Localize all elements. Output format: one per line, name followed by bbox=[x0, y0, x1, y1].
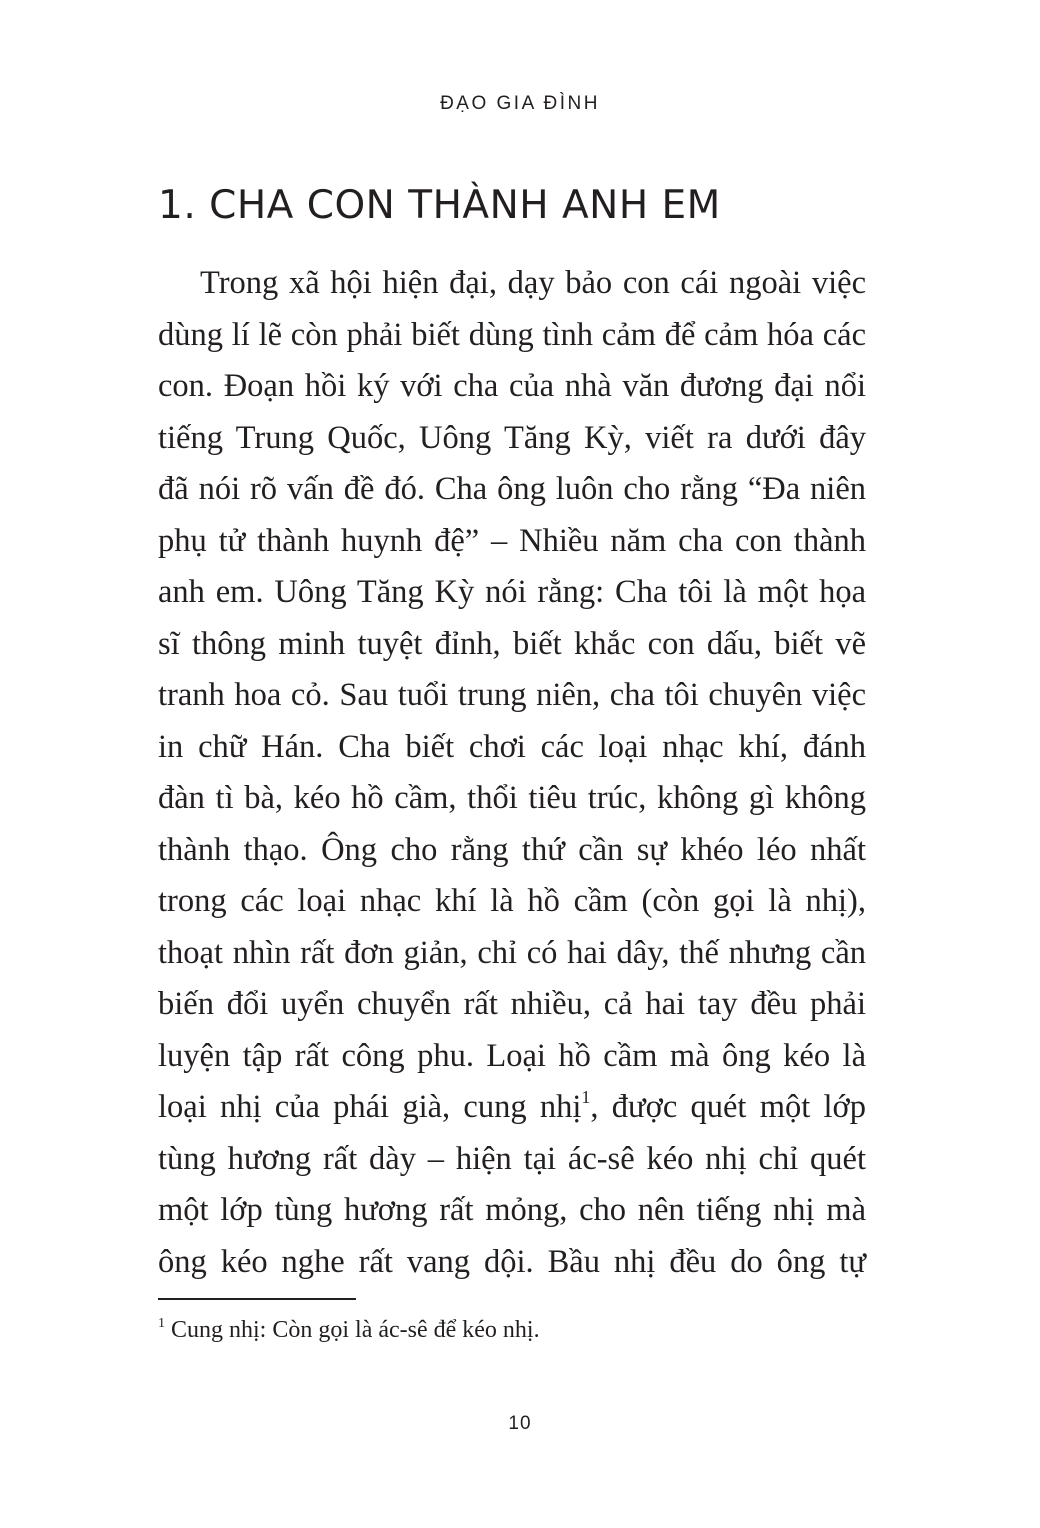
body-line: một lớp tùng hương rất mỏng, cho nên tiếng nhị mà bbox=[158, 1192, 866, 1228]
body-line: biến đổi uyển chuyển rất nhiều, cả hai tay đều phải bbox=[158, 986, 866, 1022]
body-line: trong các loại nhạc khí là hồ cầm (còn gọi là nhị), bbox=[158, 883, 866, 919]
body-line: anh em. Uông Tăng Kỳ nói rằng: Cha tôi là một họa bbox=[158, 574, 866, 610]
body-line: đàn tì bà, kéo hồ cầm, thổi tiêu trúc, không gì không bbox=[158, 780, 866, 816]
body-line: tùng hương rất dày – hiện tại ác-sê kéo nhị chỉ quét bbox=[158, 1140, 866, 1177]
body-line: dùng lí lẽ còn phải biết dùng tình cảm để cảm hóa các bbox=[158, 316, 866, 353]
page-number: 10 bbox=[508, 1413, 532, 1434]
footnote-divider bbox=[158, 1298, 356, 1300]
footnote-text: Cung nhị: Còn gọi là ác-sê để kéo nhị. bbox=[165, 1317, 540, 1343]
footnote-marker: 1 bbox=[158, 1316, 165, 1331]
body-line: tranh hoa cỏ. Sau tuổi trung niên, cha tôi chuyên việc bbox=[158, 677, 866, 713]
body-line: ông kéo nghe rất vang dội. Bầu nhị đều do ông tự bbox=[158, 1243, 866, 1280]
running-header: ĐẠO GIA ĐÌNH bbox=[440, 93, 600, 114]
body-line: con. Đoạn hồi ký với cha của nhà văn đương đại nổi bbox=[158, 368, 866, 404]
footnote-reference: 1 bbox=[581, 1087, 591, 1107]
body-line: đã nói rõ vấn đề đó. Cha ông luôn cho rằng “Đa niên bbox=[158, 471, 866, 507]
body-text-segment: loại nhị của phái già, cung nhị bbox=[158, 1089, 582, 1125]
body-line: Trong xã hội hiện đại, dạy bảo con cái ngoài việc bbox=[200, 265, 866, 301]
footnote bbox=[158, 1314, 540, 1346]
body-line: thành thạo. Ông cho rằng thứ cần sự khéo léo nhất bbox=[158, 831, 866, 868]
body-line: sĩ thông minh tuyệt đỉnh, biết khắc con dấu, biết vẽ bbox=[158, 625, 866, 662]
body-text-segment: , được quét một lớp bbox=[590, 1089, 866, 1125]
chapter-title: 1. CHA CON THÀNH ANH EM bbox=[158, 183, 721, 228]
body-line-with-footnote-ref bbox=[158, 1082, 866, 1134]
body-line: in chữ Hán. Cha biết chơi các loại nhạc khí, đánh bbox=[158, 728, 866, 765]
body-line: thoạt nhìn rất đơn giản, chỉ có hai dây, thế nhưng cần bbox=[158, 934, 866, 971]
body-line: tiếng Trung Quốc, Uông Tăng Kỳ, viết ra dưới đây bbox=[158, 419, 866, 456]
body-line: luyện tập rất công phu. Loại hồ cầm mà ông kéo là bbox=[158, 1037, 866, 1074]
body-line: phụ tử thành huynh đệ” – Nhiều năm cha con thành bbox=[158, 522, 866, 559]
body-paragraph bbox=[158, 258, 866, 1288]
